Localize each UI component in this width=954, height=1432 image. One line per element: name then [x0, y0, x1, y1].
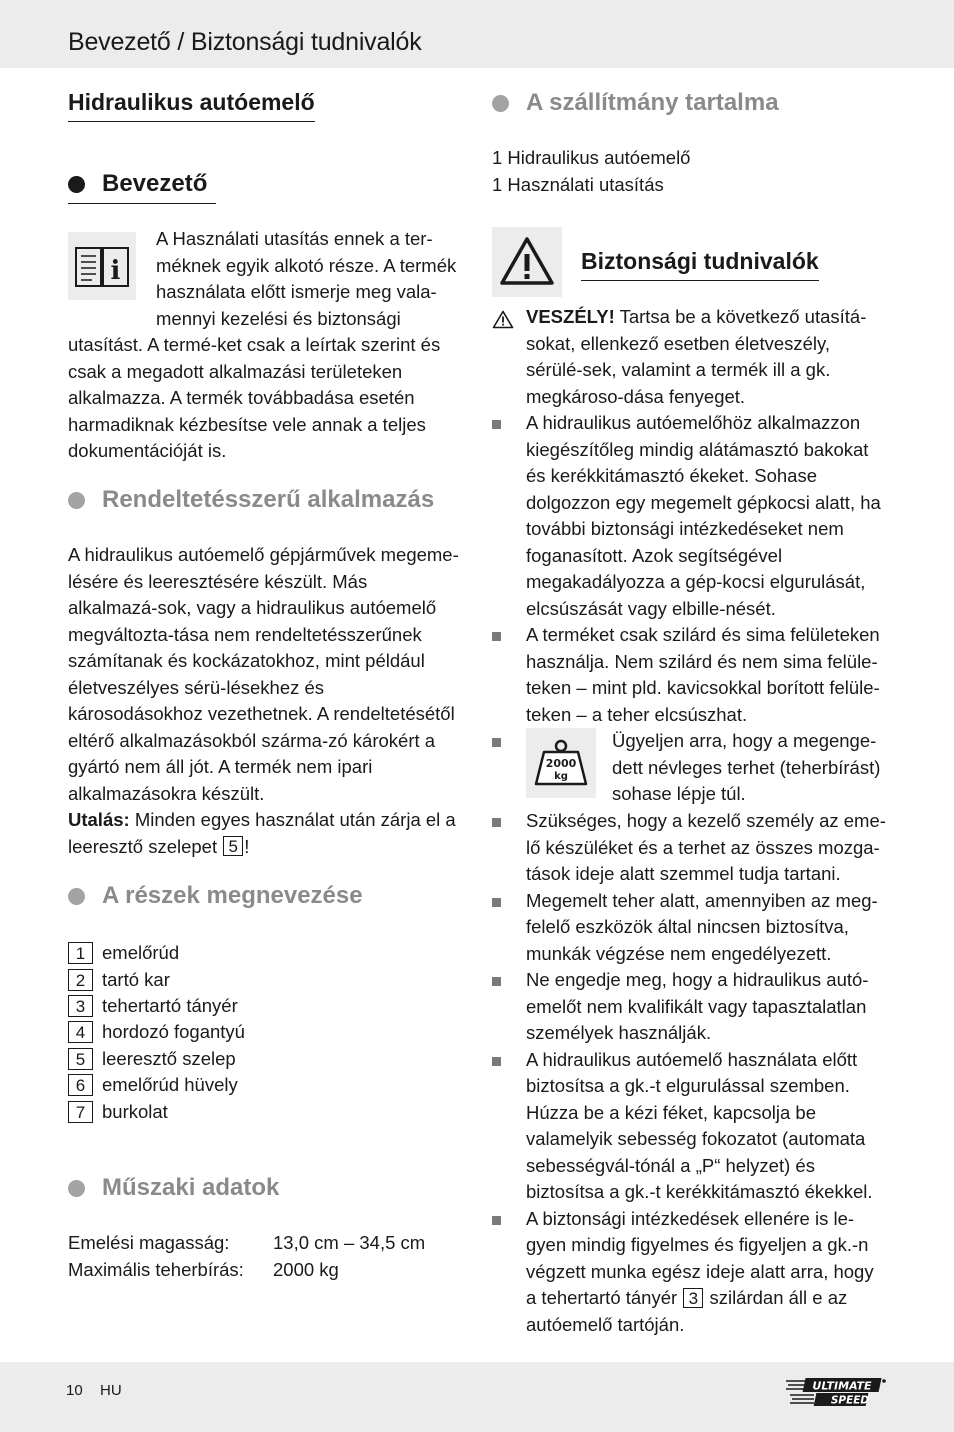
bullet-dot — [68, 176, 85, 193]
safety-list — [492, 304, 886, 1338]
section-heading-contents-text: A szállítmány tartalma — [526, 89, 779, 116]
list-item — [492, 808, 886, 888]
square-bullet — [492, 1216, 501, 1225]
warning-small-icon — [492, 310, 514, 329]
part-number: 4 — [68, 1021, 93, 1043]
specs-table — [68, 1230, 460, 1283]
square-bullet — [492, 420, 501, 429]
bullet-text: Megemelt teher alatt, amennyiben az meg-felelő eszközök által nincsen biztosítva, munkák végzése nem engedélyezett. — [526, 889, 878, 964]
section-heading-intro — [68, 170, 216, 204]
part-number: 6 — [68, 1074, 93, 1096]
bullet-text: A hidraulikus autóemelő használata előtt biztosítsa a gk.-t elgurulással szemben. Húzza be a kézi féket, kapcsolja be valamelyik sebesség fokozatot (automata sebességvál-tónál a „P“ helyzet) és biztosítsa a gk.-t kerékkitámasztó ékekkel. — [526, 1048, 873, 1202]
section-heading-intended-use — [68, 486, 434, 515]
list-item — [68, 993, 245, 1019]
spec-value: 2000 kg — [273, 1258, 339, 1280]
list-item — [492, 622, 886, 728]
square-bullet — [492, 818, 501, 827]
page-number: 10 — [66, 1382, 83, 1399]
parts-list — [68, 940, 245, 1125]
bullet-dot — [68, 888, 85, 905]
bullet-text-end: szilárdan áll e az autóemelő tartóján. — [526, 1287, 848, 1335]
part-label: emelőrúd hüvely — [102, 1074, 238, 1096]
section-heading-specs-text: Műszaki adatok — [102, 1174, 280, 1201]
list-item — [68, 1019, 245, 1045]
note-label: Utalás: — [68, 809, 130, 830]
intro-text: A Használati utasítás ennek a ter-méknek egyik alkotó része. A termék használata előtt ismerje meg vala-mennyi kezelési és biztonsági utasítást. A termé-ket csak a leírtak szerint és csak a megadott alkalmazási területeken alkalmazza. A termék továbbadása esetén harmadiknak kézbesítse vele annak a teljes dokumentációját is. — [68, 228, 457, 461]
bullet-text: A terméket csak szilárd és sima felületeken használja. Nem szilárd és nem sima felüle-teken – mint pld. kavicsokkal borított felüle-teken – a teher elcsúszhat. — [526, 624, 880, 725]
list-item: 1 Használati utasítás — [492, 173, 664, 195]
bullet-text: Ne engedje meg, hogy a hidraulikus autó-emelőt nem kvalifikált vagy tapasztalatlan személyek használják. — [526, 969, 869, 1043]
warning-triangle-icon — [492, 227, 562, 297]
bullet-text: Ügyeljen arra, hogy a megenge-dett névleges terhet (teherbírást) sohase lépje túl. — [612, 730, 881, 804]
bullet-dot — [68, 492, 85, 509]
part-label: emelőrúd — [102, 942, 180, 964]
note-end: ! — [244, 835, 250, 857]
part-label: leeresztő szelep — [102, 1047, 236, 1069]
danger-item — [492, 304, 886, 410]
spec-row — [68, 1230, 460, 1257]
danger-text: Tartsa be a következő utasítá-sokat, ellenkező esetben életveszély, sérülé-sek, valamint a termék ill a gk. megkároso-dása fenyeget. — [526, 306, 867, 407]
weight-limit-icon — [526, 728, 596, 798]
bullet-dot — [68, 1180, 85, 1197]
spec-value: 13,0 cm – 34,5 cm — [273, 1232, 426, 1253]
part-label: tehertartó tányér — [102, 994, 238, 1016]
list-item — [68, 940, 245, 966]
square-bullet — [492, 977, 501, 986]
intended-use-text: A hidraulikus autóemelő gépjárművek megeme-lésére és leeresztésére készült. Más alkalmazá-sok, vagy a hidraulikus autóemelő megváltozta-tása nem rendeltetésszerűnek számítanak és kockázatokhoz, mint például életveszélyes sérü-lésekhez és károsodásokhoz vezethetnek. A rendeltetésétől eltérő alkalmazásokból szárma-zó károkért a gyártó nem áll jót. A termék nem ipari alkalmazásokra készült. — [68, 544, 459, 804]
ultimate-speed-logo — [784, 1376, 888, 1408]
note-text: Minden egyes használat után zárja el a leeresztő szelepet — [68, 809, 456, 857]
part-ref-box: 3 — [683, 1288, 703, 1308]
bullet-text: A hidraulikus autóemelőhöz alkalmazzon kiegészítőleg mindig alátámasztó bakokat és kerékkitámasztó ékeket. Sohase dolgozzon egy megemelt gépkocsi alatt, ha további biztonsági intézkedéseket nem foganasított. Azok segítségével megakadályozza a gép-kocsi elgurulását, elcsúszását vagy elbille-nését. — [526, 412, 881, 619]
weight-value: 2000 — [545, 757, 577, 770]
part-label: hordozó fogantyú — [102, 1021, 245, 1043]
section-heading-intended-use-text: Rendeltetésszerű alkalmazás — [102, 486, 435, 513]
list-item — [68, 966, 245, 992]
part-number: 7 — [68, 1101, 93, 1123]
spec-row — [68, 1257, 460, 1284]
bullet-dot — [492, 95, 509, 112]
list-item — [68, 1046, 245, 1072]
section-heading-specs — [68, 1174, 279, 1203]
list-item — [492, 888, 886, 968]
list-item — [492, 728, 886, 808]
logo-line1: ULTIMATE — [812, 1379, 872, 1393]
bullet-text: Szükséges, hogy a kezelő személy az eme-lő készüléket és a terhet az összes mozga-tások ideje alatt szemmel tudja tartani. — [526, 810, 886, 884]
svg-text:i: i — [110, 256, 121, 286]
part-ref-box: 5 — [223, 836, 243, 856]
section-heading-parts — [68, 882, 363, 911]
contents-list — [492, 145, 886, 198]
language-code: HU — [100, 1382, 122, 1399]
list-item — [492, 410, 886, 622]
square-bullet — [492, 1057, 501, 1066]
square-bullet — [492, 738, 501, 747]
list-item — [492, 1047, 886, 1206]
section-heading-parts-text: A részek megnevezése — [102, 882, 363, 909]
part-number: 1 — [68, 942, 93, 964]
list-item: 1 Hidraulikus autóemelő — [492, 147, 691, 168]
list-item — [492, 967, 886, 1047]
list-item — [492, 1206, 886, 1339]
weight-unit: kg — [554, 771, 568, 782]
list-item — [68, 1098, 245, 1124]
section-heading-contents — [492, 89, 779, 118]
logo-line2: SPEED — [830, 1394, 870, 1407]
page-header-title: Bevezető / Biztonsági tudnivalók — [68, 28, 422, 56]
list-item — [68, 1072, 245, 1098]
part-number: 5 — [68, 1048, 93, 1070]
safety-heading: Biztonsági tudnivalók — [581, 248, 819, 281]
square-bullet — [492, 632, 501, 641]
part-number: 2 — [68, 969, 93, 991]
part-label: tartó kar — [102, 968, 170, 990]
danger-label: VESZÉLY! — [526, 306, 615, 327]
spec-key: Maximális teherbírás: — [68, 1258, 244, 1280]
square-bullet — [492, 898, 501, 907]
product-title: Hidraulikus autóemelő — [68, 89, 315, 122]
spec-key: Emelési magasság: — [68, 1232, 230, 1253]
part-label: burkolat — [102, 1100, 168, 1122]
intro-paragraph — [68, 226, 460, 465]
bullet-text: A biztonsági intézkedések ellenére is le-gyen mindig figyelmes és figyeljen a gk.-n végzett munka egész ideje alatt arra, hogy a tehertartó tányér — [526, 1207, 874, 1308]
intended-use-paragraph — [68, 542, 460, 860]
part-number: 3 — [68, 995, 93, 1017]
section-heading-intro-text: Bevezető — [102, 170, 208, 197]
